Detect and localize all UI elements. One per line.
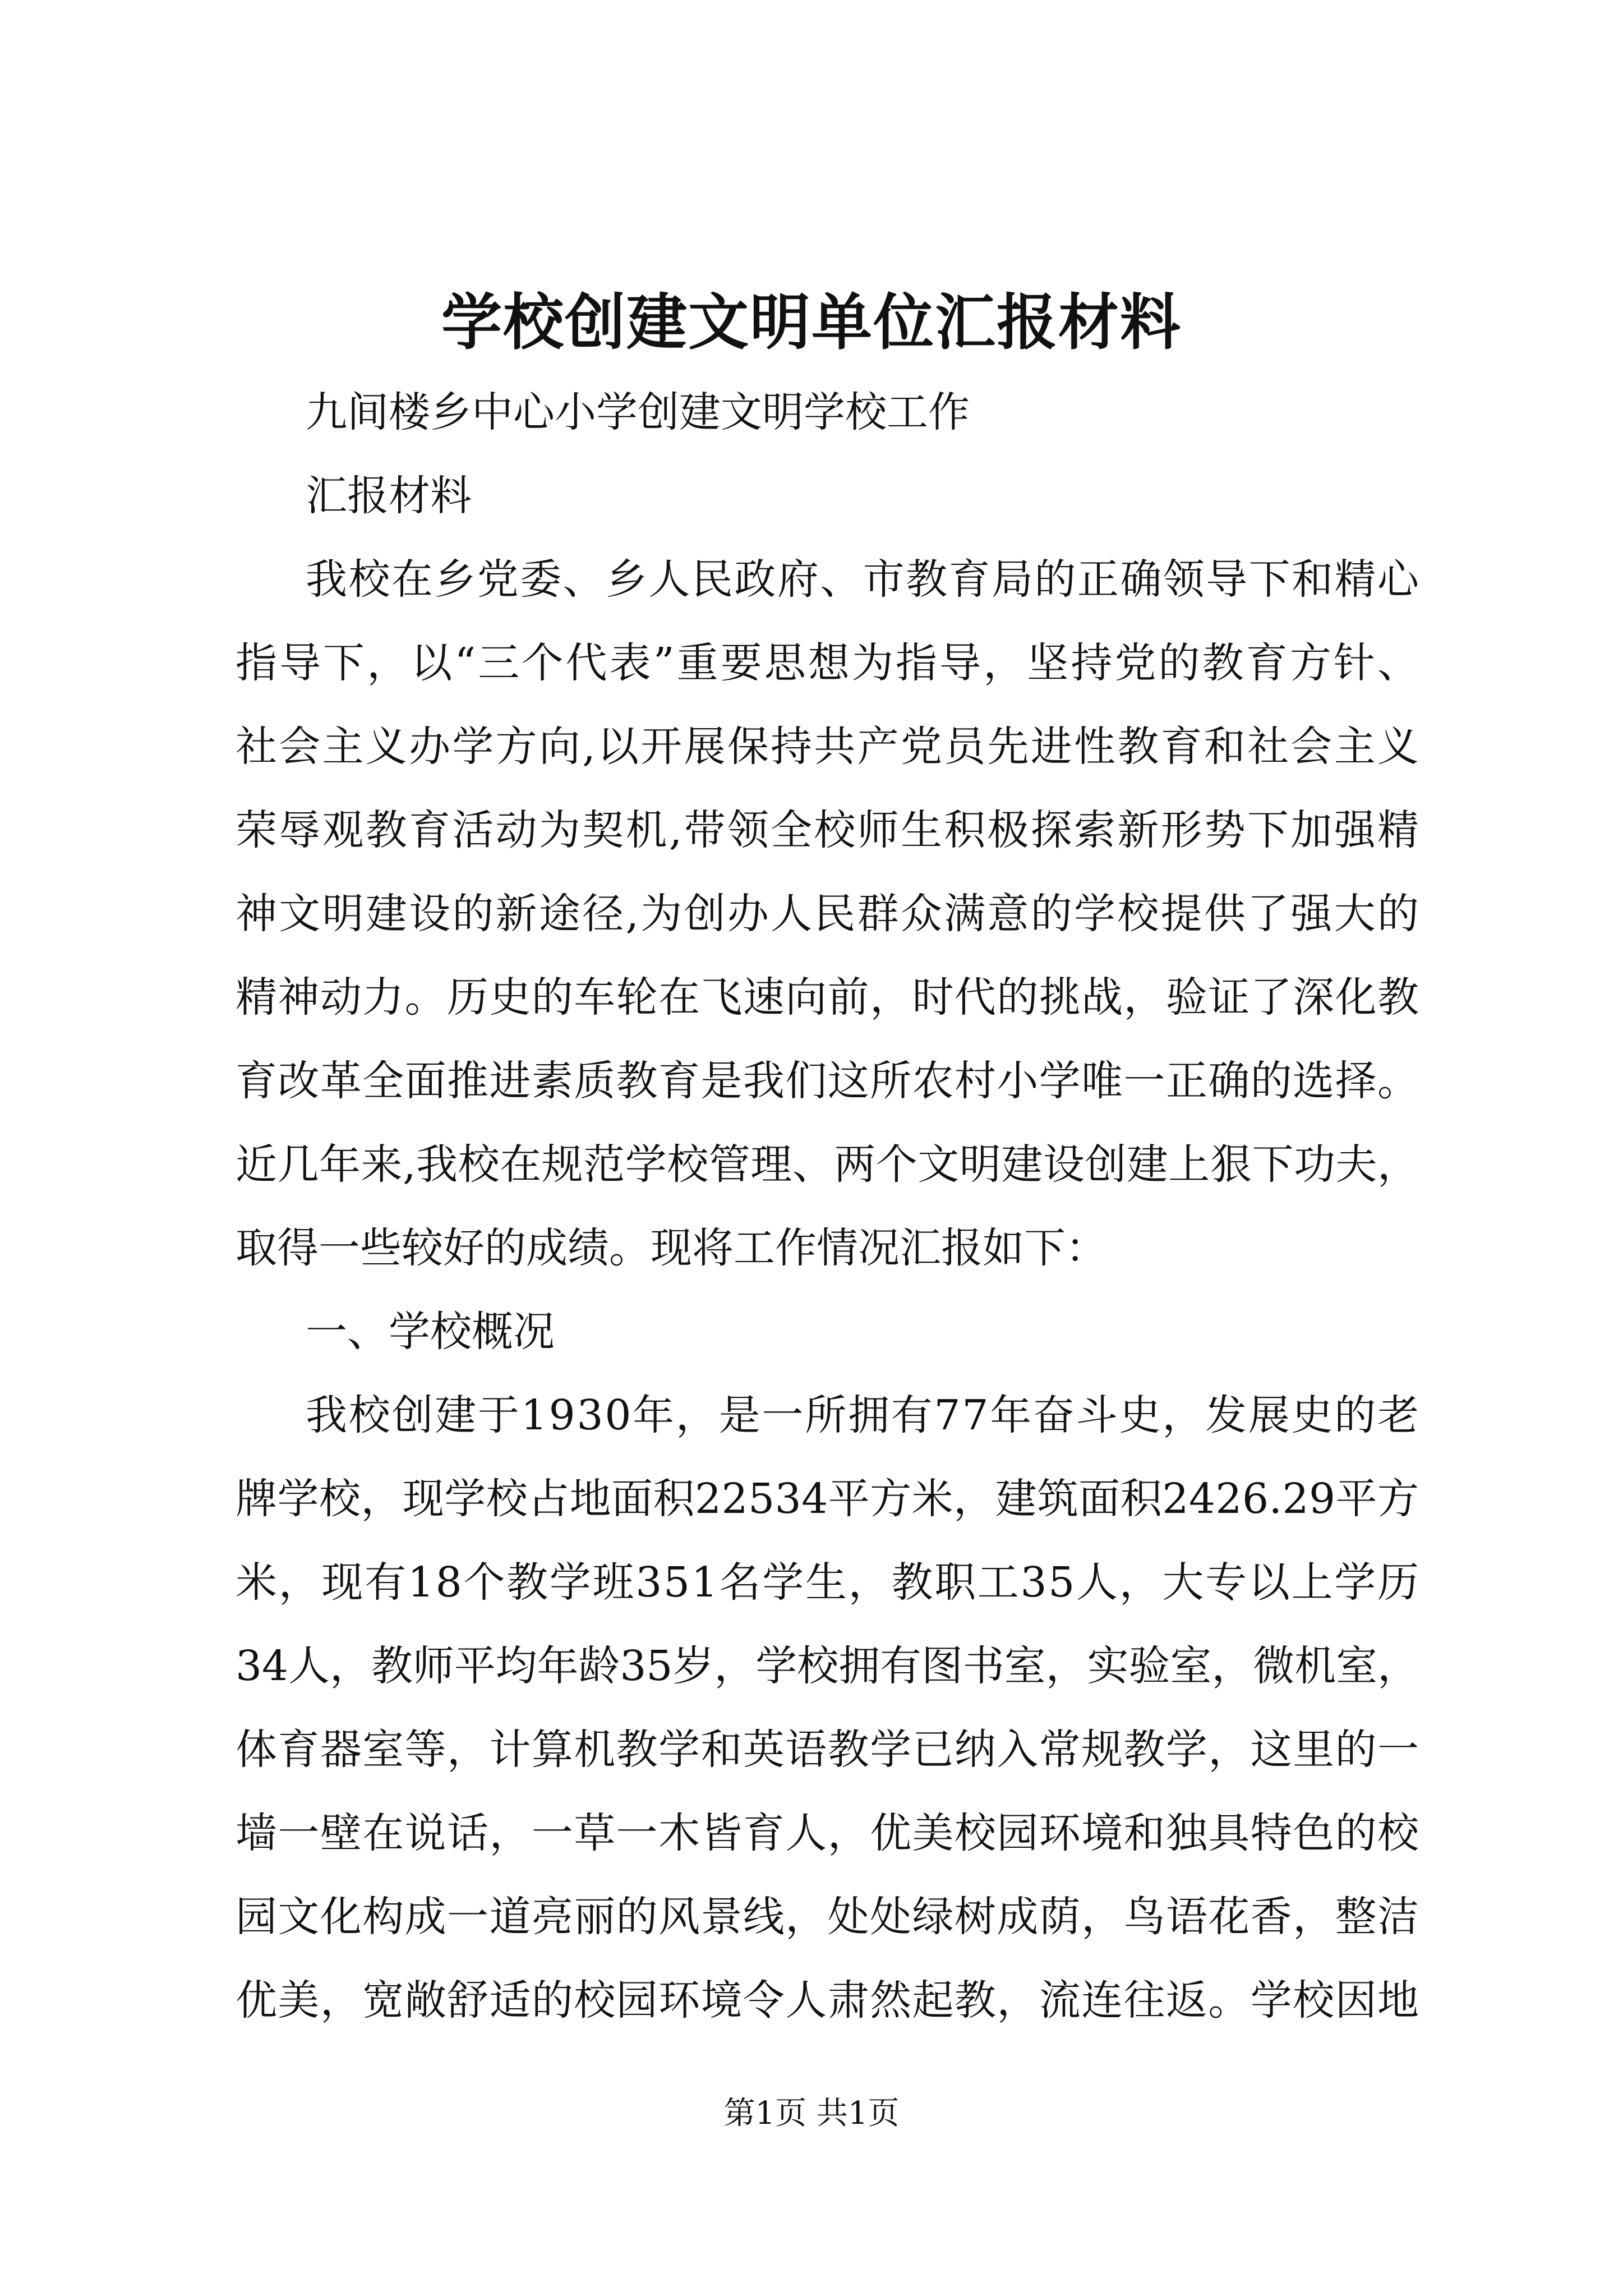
paragraph-line-text: 体育器室等，计算机教学和英语教学已纳入常规教学，这里的一 — [236, 1726, 1420, 1774]
paragraph-line-text: 园文化构成一道亮丽的风景线，处处绿树成荫，鸟语花香，整洁 — [236, 1893, 1420, 1941]
paragraph-line-text: 育改革全面推进素质教育是我们这所农村小学唯一正确的选择。 — [236, 1057, 1420, 1105]
paragraph-line-text: 精神动力。历史的车轮在飞速向前，时代的挑战，验证了深化教 — [236, 973, 1420, 1022]
paragraph-line-text: 一、学校概况 — [306, 1308, 555, 1356]
paragraph-line-text: 墙一壁在说话，一草一木皆育人，优美校园环境和独具特色的校 — [236, 1809, 1420, 1857]
paragraph-line-text: 近几年来,我校在规范学校管理、两个文明建设创建上狠下功夫， — [236, 1140, 1419, 1189]
paragraph-line-text: 米，现有18个教学班351名学生，教职工35人，大专以上学历 — [236, 1558, 1421, 1607]
paragraph-line-text: 九间楼乡中心小学创建文明学校工作 — [306, 388, 970, 436]
paragraph-line-text: 汇报材料 — [306, 472, 472, 520]
paragraph-line-text: 指导下，以“三个代表”重要思想为指导，坚持党的教育方针、 — [236, 639, 1422, 687]
document-title: 学校创建文明单位汇报材料 — [441, 287, 1182, 358]
paragraph-line-text: 荣辱观教育活动为契机,带领全校师生积极探索新形势下加强精 — [236, 806, 1421, 854]
page-footer: 第1页 共1页 — [723, 2095, 900, 2132]
paragraph-line-text: 取得一些较好的成绩。现将工作情况汇报如下： — [236, 1224, 1107, 1272]
paragraph-line-text: 神文明建设的新途径,为创办人民群众满意的学校提供了强大的 — [236, 890, 1421, 938]
paragraph-line-text: 我校在乡党委、乡人民政府、市教育局的正确领导下和精心 — [306, 555, 1421, 604]
paragraph-line-text: 我校创建于1930年，是一所拥有77年奋斗史，发展史的老 — [306, 1391, 1421, 1439]
paragraph-line-text: 34人，教师平均年龄35岁，学校拥有图书室，实验室，微机室， — [236, 1642, 1419, 1690]
paragraph-line-text: 优美，宽敞舒适的校园环境令人肃然起教，流连往返。学校因地 — [236, 1976, 1420, 2024]
paragraph-line-text: 社会主义办学方向,以开展保持共产党员先进性教育和社会主义 — [236, 723, 1421, 771]
paragraph-line-text: 牌学校，现学校占地面积22534平方米，建筑面积2426.29平方 — [236, 1475, 1419, 1523]
